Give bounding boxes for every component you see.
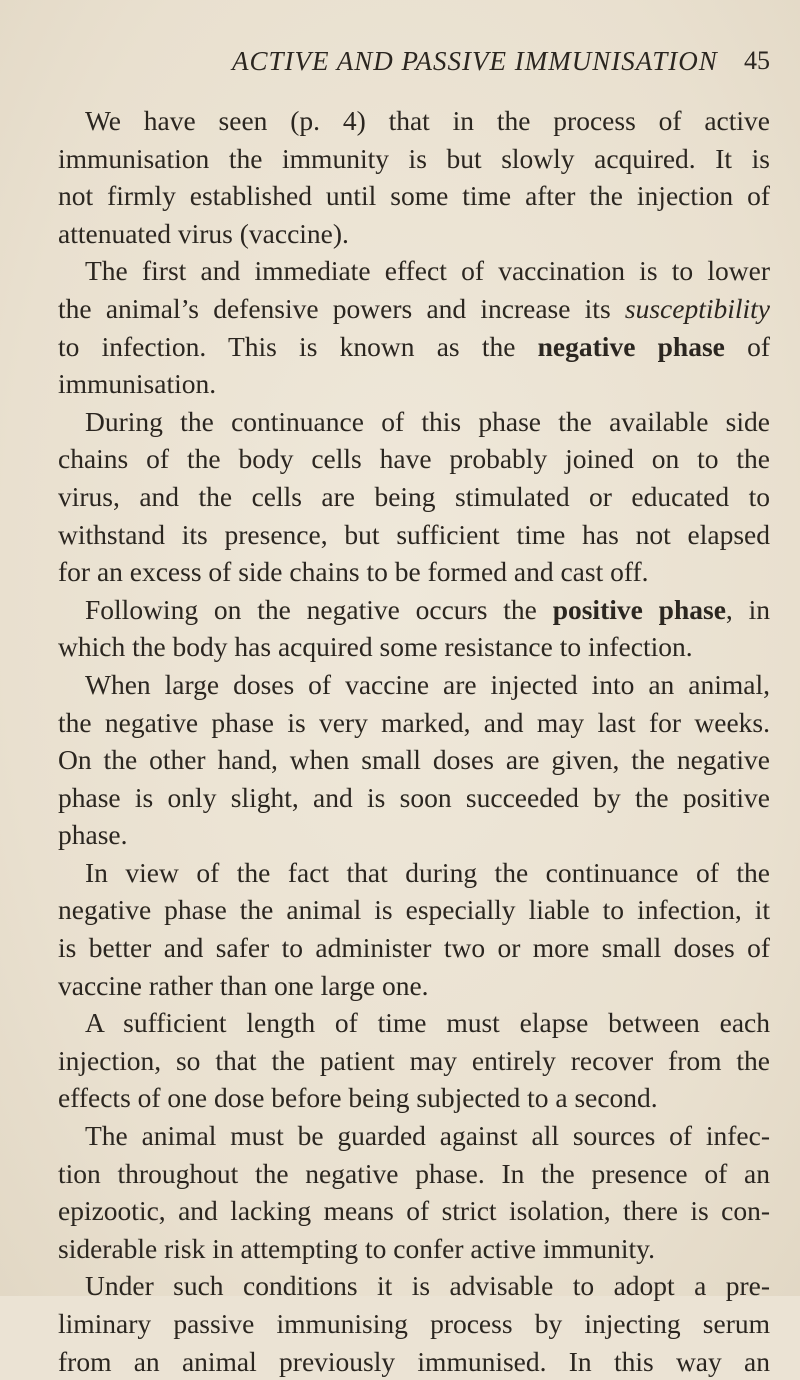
text-line xyxy=(58,628,770,666)
text-line xyxy=(58,1042,770,1080)
text-segment: tion throughout the negative phase. In the presence of an xyxy=(58,1157,770,1189)
text-segment: virus, and the cells are being stimulated or educated to xyxy=(58,480,770,512)
text-segment: phase. xyxy=(58,819,128,851)
text-line xyxy=(58,553,770,591)
body-text xyxy=(58,102,770,1380)
text-line xyxy=(58,666,770,704)
text-line xyxy=(58,591,770,629)
text-line xyxy=(58,1305,770,1343)
page-number: 45 xyxy=(744,46,770,75)
text-segment: the animal’s defensive powers and increase its xyxy=(58,292,625,324)
running-head xyxy=(58,46,770,86)
text-segment: not firmly established until some time after the injection of xyxy=(58,180,770,212)
text-segment: withstand its presence, but sufficient time has not elapsed xyxy=(58,518,770,550)
text-segment: Under such conditions it is advisable to adopt a pre- xyxy=(85,1270,770,1302)
text-segment: vaccine rather than one large one. xyxy=(58,969,429,1001)
text-segment: A sufficient length of time must elapse between each xyxy=(85,1007,770,1039)
text-line xyxy=(58,140,770,178)
text-segment: chains of the body cells have probably joined on to the xyxy=(58,443,770,475)
text-segment: During the continuance of this phase the available side xyxy=(85,405,770,437)
text-line xyxy=(58,1155,770,1193)
text-line xyxy=(58,1267,770,1305)
text-segment: attenuated virus (vaccine). xyxy=(58,217,349,249)
text-segment: We have seen (p. 4) that in the process of active xyxy=(85,105,770,136)
text-line xyxy=(58,704,770,742)
text-line xyxy=(58,854,770,892)
text-segment: to infection. This is known as the xyxy=(58,330,538,362)
text-segment: liminary passive immunising process by injecting serum xyxy=(58,1308,770,1339)
text-line xyxy=(58,1230,770,1268)
text-segment: immunisation the immunity is but slowly acquired. It is xyxy=(58,142,770,174)
text-segment: from an animal previously immunised. In this way an xyxy=(58,1345,770,1377)
text-segment: the negative phase is very marked, and may last for weeks. xyxy=(58,706,770,738)
text-segment: is better and safer to administer two or more small doses of xyxy=(58,932,770,964)
running-head-title: ACTIVE AND PASSIVE IMMUNISATION xyxy=(232,46,718,76)
text-line xyxy=(58,741,770,779)
text-line xyxy=(58,252,770,290)
text-segment: siderable risk in attempting to confer active immunity. xyxy=(58,1232,655,1264)
text-line xyxy=(58,440,770,478)
text-segment: injection, so that the patient may entirely recover from the xyxy=(58,1044,770,1076)
text-segment: negative phase the animal is especially liable to infection, it xyxy=(58,894,770,926)
text-line xyxy=(58,929,770,967)
text-line xyxy=(58,779,770,817)
text-segment: immunisation. xyxy=(58,368,217,400)
text-segment: epizootic, and lacking means of strict isolation, there is con- xyxy=(58,1195,770,1227)
text-segment: In view of the fact that during the continuance of the xyxy=(85,856,770,888)
text-segment: phase is only slight, and is soon succeeded by the positive xyxy=(58,781,770,813)
text-line xyxy=(58,102,770,140)
bold-term: negative phase xyxy=(537,330,725,362)
text-line xyxy=(58,1117,770,1155)
text-segment: When large doses of vaccine are injected into an animal, xyxy=(85,668,770,700)
text-segment: which the body has acquired some resistance to infection. xyxy=(58,631,693,663)
text-segment: The animal must be guarded against all sources of infec- xyxy=(85,1120,770,1152)
text-line xyxy=(58,1004,770,1042)
text-segment: On the other hand, when small doses are given, the negative xyxy=(58,744,770,776)
text-line xyxy=(58,290,770,328)
text-line xyxy=(58,967,770,1005)
text-line xyxy=(58,1079,770,1117)
text-segment: for an excess of side chains to be formed and cast off. xyxy=(58,556,649,588)
text-segment: of xyxy=(724,330,770,362)
bold-term: positive phase xyxy=(552,593,726,625)
text-line xyxy=(58,177,770,215)
text-line xyxy=(58,478,770,516)
text-line xyxy=(58,403,770,441)
text-segment: , in xyxy=(725,593,770,625)
text-line xyxy=(58,1192,770,1230)
text-segment: effects of one dose before being subjected to a second. xyxy=(58,1082,658,1114)
text-segment: Following on the negative occurs the xyxy=(85,593,553,625)
text-segment: The first and immediate effect of vaccination is to lower xyxy=(85,255,770,287)
text-line xyxy=(58,215,770,253)
text-line xyxy=(58,365,770,403)
text-line xyxy=(58,328,770,366)
text-line xyxy=(58,1343,770,1380)
text-line xyxy=(58,891,770,929)
text-line xyxy=(58,816,770,854)
italic-term: susceptibility xyxy=(624,292,770,324)
text-line xyxy=(58,516,770,554)
